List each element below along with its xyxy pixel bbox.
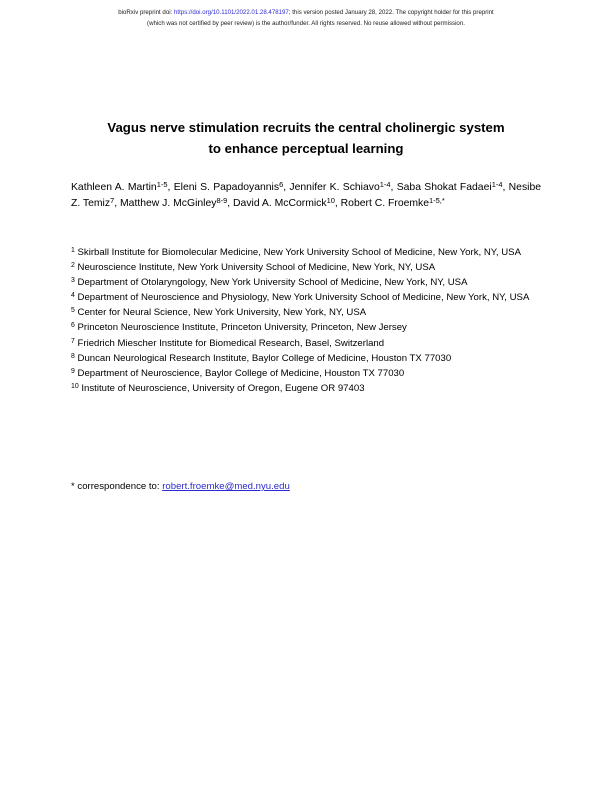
author-name: Jennifer K. Schiavo [289,182,380,193]
author-affiliation-marker: 1-4 [491,179,503,189]
author-separator: , [334,198,341,210]
affiliation-item [71,260,541,275]
author-name: Matthew J. McGinley [120,198,217,210]
affiliation-text: Skirball Institute for Biomolecular Medicine, New York University School of Medicine, New York, NY, USA [74,247,521,258]
author-name: Nesibe Z. Temiz [71,182,542,210]
affiliation-item [71,245,541,260]
affiliation-marker: 3 [71,277,75,285]
affiliation-item [71,290,541,305]
author-separator: , [114,198,121,210]
affiliation-item [71,305,541,320]
title-line-2: to enhance perceptual learning [208,140,404,156]
affiliation-item [71,336,541,351]
page-title [71,117,541,159]
preprint-banner [75,8,537,29]
correspondence-label: * correspondence to: [71,481,163,492]
affiliation-text: Neuroscience Institute, New York University School of Medicine, New York, NY, USA [74,262,436,274]
author-affiliation-marker: 10 [326,196,335,206]
affiliation-text: Department of Neuroscience and Physiology, New York University School of Medicine, New York, NY, USA [74,292,530,304]
author-name: David A. McCormick [233,198,327,210]
affiliation-marker: 5 [71,307,75,315]
title-line-1: Vagus nerve stimulation recruits the central cholinergic system [107,119,505,135]
author-entry [173,179,284,193]
author-entry [120,198,227,209]
author-entry [396,179,503,193]
affiliation-marker: 2 [71,262,75,270]
doi-link[interactable]: https://doi.org/10.1101/2022.01.28.478197 [174,9,289,16]
affiliation-item [71,351,541,366]
affiliation-text: Duncan Neurological Research Institute, Baylor College of Medicine, Houston TX 77030 [74,352,452,364]
author-separator: , [390,182,397,193]
affiliation-marker: 6 [71,322,75,330]
correspondence-email-link[interactable]: robert.froemke@med.nyu.edu [162,481,290,492]
affiliation-text: Friedrich Miescher Institute for Biomedical Research, Basel, Switzerland [74,337,385,349]
banner-suffix: ; this version posted January 28, 2022. The copyright holder for this preprint [288,9,494,16]
author-entry [341,198,445,209]
affiliation-text: Princeton Neuroscience Institute, Princeton University, Princeton, New Jersey [74,322,407,334]
affiliation-item [71,320,541,335]
author-name: Eleni S. Papadoyannis [173,182,280,193]
affiliation-text: Institute of Neuroscience, University of Oregon, Eugene OR 97403 [78,382,365,394]
affiliation-list [71,245,541,396]
affiliation-marker: 10 [71,382,79,390]
author-separator: , [502,182,509,193]
affiliation-item [71,381,541,396]
affiliation-marker: 4 [71,292,75,300]
affiliation-marker: 9 [71,367,75,375]
author-name: Saba Shokat Fadaei [396,182,492,193]
author-list [71,180,541,212]
author-separator: , [167,182,174,193]
affiliation-marker: 8 [71,352,75,360]
author-affiliation-marker: 1-5 [156,179,168,189]
author-name: Kathleen A. Martin [71,182,157,193]
author-name: Robert C. Froemke [340,198,430,210]
affiliation-text: Department of Otolaryngology, New York University School of Medicine, New York, NY, USA [74,277,468,289]
author-affiliation-marker: 6 [279,179,284,189]
author-entry [289,179,391,193]
author-affiliation-marker: 1-5,* [429,196,445,206]
affiliation-text: Department of Neuroscience, Baylor College of Medicine, Houston TX 77030 [74,367,405,379]
correspondence-line [71,479,541,494]
author-separator: , [227,198,234,210]
affiliation-text: Center for Neural Science, New York University, New York, NY, USA [74,307,367,319]
affiliation-item [71,366,541,381]
author-affiliation-marker: 7 [110,196,115,206]
affiliation-marker: 1 [71,247,75,255]
author-entry [233,198,335,209]
banner-line-2: (which was not certified by peer review) is the author/funder. All rights reserved. No reuse allowed without permission. [147,19,465,27]
author-separator: , [283,182,290,193]
affiliation-item [71,275,541,290]
author-affiliation-marker: 8-9 [216,196,228,206]
author-affiliation-marker: 1-4 [379,179,391,189]
author-entry [71,179,168,193]
affiliation-marker: 7 [71,337,75,345]
banner-prefix: bioRxiv preprint doi: [118,9,174,16]
